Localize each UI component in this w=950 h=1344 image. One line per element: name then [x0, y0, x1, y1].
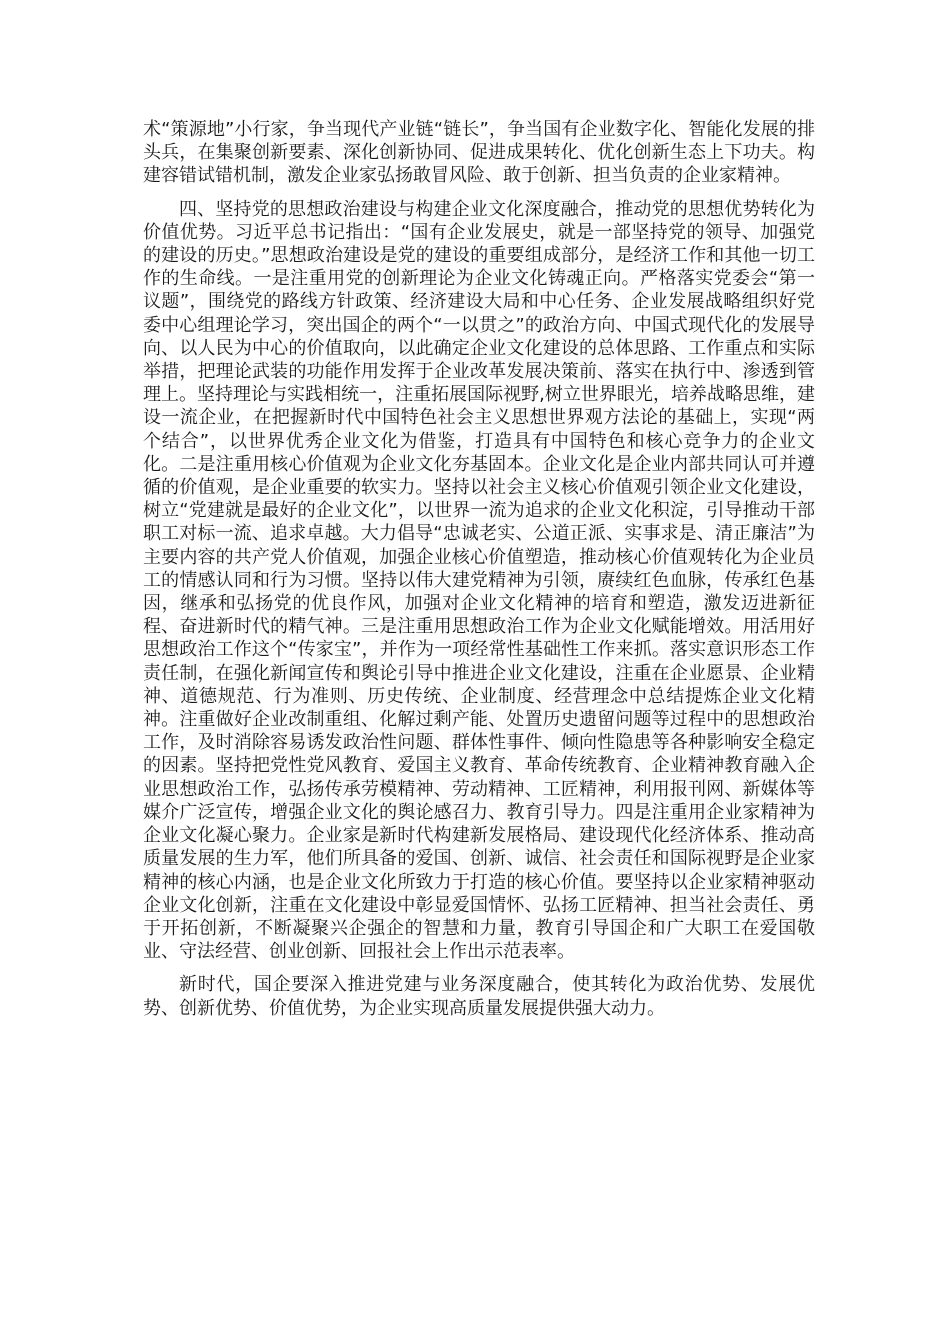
paragraph-conclusion: 新时代，国企要深入推进党建与业务深度融合，使其转化为政治优势、发展优势、创新优势、价值优势，为企业实现高质量发展提供强大动力。 — [143, 974, 815, 1019]
document-page — [143, 118, 815, 1030]
paragraph-section-four: 四、坚持党的思想政治建设与构建企业文化深度融合，推动党的思想优势转化为价值优势。习近平总书记指出：“国有企业发展史，就是一部坚持党的领导、加强党的建设的历史。”思想政治建设是党的建设的重要组成部分，是经济工作和其他一切工作的生命线。一是注重用党的创新理论为企业文化铸魂正向。严格落实党委会“第一议题”，围绕党的路线方针政策、经济建设大局和中心任务、企业发展战略组织好党委中心组理论学习，突出国企的两个“一以贯之”的政治方向、中国式现代化的发展导向、以人民为中心的价值取向，以此确定企业文化建设的总体思路、工作重点和实际举措，把理论武装的功能作用发挥于企业改革发展决策前、落实在执行中、渗透到管理上。坚持理论与实践相统一，注重拓展国际视野,树立世界眼光，培养战略思维，建设一流企业，在把握新时代中国特色社会主义思想世界观方法论的基础上，实现“两个结合”，以世界优秀企业文化为借鉴，打造具有中国特色和核心竞争力的企业文化。二是注重用核心价值观为企业文化夯基固本。企业文化是企业内部共同认可并遵循的价值观，是企业重要的软实力。坚持以社会主义核心价值观引领企业文化建设，树立“党建就是最好的企业文化”，以世界一流为追求的企业文化积淀，引导推动干部职工对标一流、追求卓越。大力倡导“忠诚老实、公道正派、实事求是、清正廉洁”为主要内容的共产党人价值观，加强企业核心价值塑造，推动核心价值观转化为企业员工的情感认同和行为习惯。坚持以伟大建党精神为引领，赓续红色血脉，传承红色基因，继承和弘扬党的优良作风，加强对企业文化精神的培育和塑造，激发迈进新征程、奋进新时代的精气神。三是注重用思想政治工作为企业文化赋能增效。用活用好思想政治工作这个“传家宝”，并作为一项经常性基础性工作来抓。落实意识形态工作责任制，在强化新闻宣传和舆论引导中推进企业文化建设，注重在企业愿景、企业精神、道德规范、行为准则、历史传统、企业制度、经营理念中总结提炼企业文化精神。注重做好企业改制重组、化解过剩产能、处置历史遗留问题等过程中的思想政治工作，及时消除容易诱发政治性问题、群体性事件、倾向性隐患等各种影响安全稳定的因素。坚持把党性党风教育、爱国主义教育、革命传统教育、企业精神教育融入企业思想政治工作，弘扬传承劳模精神、劳动精神、工匠精神，利用报刊网、新媒体等媒介广泛宣传，增强企业文化的舆论感召力、教育引导力。四是注重用企业家精神为企业文化凝心聚力。企业家是新时代构建新发展格局、建设现代化经济体系、推动高质量发展的生力军，他们所具备的爱国、创新、诚信、社会责任和国际视野是企业家精神的核心内涵，也是企业文化所致力于打造的核心价值。要坚持以企业家精神驱动企业文化创新，注重在文化建设中彰显爱国情怀、弘扬工匠精神、担当社会责任、勇于开拓创新，不断凝聚兴企强企的智慧和力量，教育引导国企和广大职工在爱国敬业、守法经营、创业创新、回报社会上作出示范表率。 — [143, 198, 815, 963]
paragraph-continuation: 术“策源地”小行家，争当现代产业链“链长”，争当国有企业数字化、智能化发展的排头兵，在集聚创新要素、深化创新协同、促进成果转化、优化创新生态上下功夫。构建容错试错机制，激发企业家弘扬敢冒风险、敢于创新、担当负责的企业家精神。 — [143, 119, 815, 187]
